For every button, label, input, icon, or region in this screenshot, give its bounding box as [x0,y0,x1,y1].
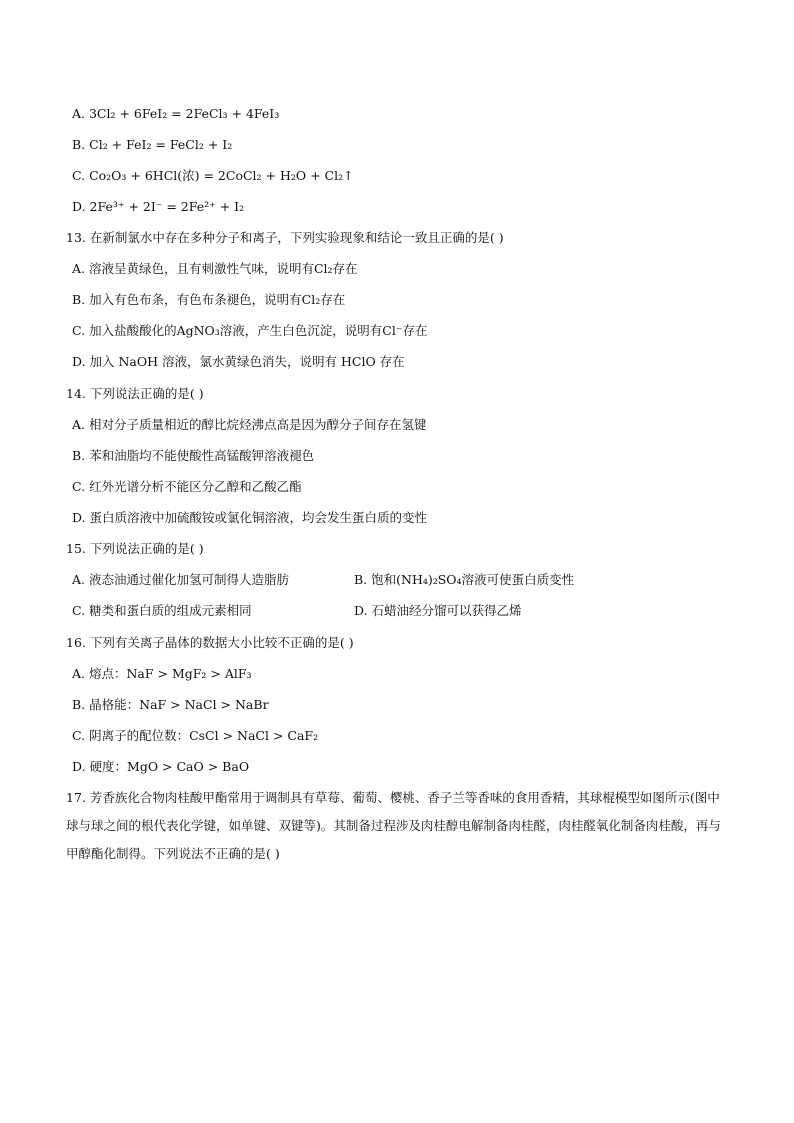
question-16-option-a: A. 熔点：NaF > MgF₂ > AlF₃ [72,666,252,681]
question-15-option-a: A. 液态油通过催化加氢可制得人造脂肪 [72,572,289,587]
question-17-stem: 17. 芳香族化合物肉桂酸甲酯常用于调制具有草莓、葡萄、樱桃、香子兰等香味的食用香精，其球棍模型如图所示(图中球与球之间的根代表化学键，如单键、双键等)。其制备过程涉及肉桂醇电解制备肉桂醛，肉桂醛氧化制备肉桂酸，再与甲醇酯化制得。下列说法不正确的是( ) [66,790,721,861]
question-15-stem: 15. 下列说法正确的是( ) [66,541,204,556]
question-13-option-a: A. 溶液呈黄绿色，且有刺激性气味，说明有Cl₂存在 [72,261,358,276]
question-14-stem: 14. 下列说法正确的是( ) [66,386,204,401]
question-13-option-d: D. 加入 NaOH 溶液，氯水黄绿色消失，说明有 HClO 存在 [72,354,405,369]
question-14-option-d: D. 蛋白质溶液中加硫酸铵或氯化铜溶液，均会发生蛋白质的变性 [72,510,428,525]
question-15-option-c: C. 糖类和蛋白质的组成元素相同 [72,603,252,618]
question-13-stem: 13. 在新制氯水中存在多种分子和离子，下列实验现象和结论一致且正确的是( ) [66,230,504,245]
option-b-prev: B. Cl₂ + FeI₂ = FeCl₂ + I₂ [72,137,233,152]
question-14-option-b: B. 苯和油脂均不能使酸性高锰酸钾溶液褪色 [72,448,315,463]
question-16-stem: 16. 下列有关离子晶体的数据大小比较不正确的是( ) [66,635,354,650]
question-15-option-b: B. 饱和(NH₄)₂SO₄溶液可使蛋白质变性 [354,572,575,587]
question-16-option-d: D. 硬度：MgO > CaO > BaO [72,759,250,774]
question-16-option-b: B. 晶格能：NaF > NaCl > NaBr [72,697,269,712]
question-15-option-d: D. 石蜡油经分馏可以获得乙烯 [354,603,522,618]
question-13-option-c: C. 加入盐酸酸化的AgNO₃溶液，产生白色沉淀，说明有Cl⁻存在 [72,323,428,338]
question-14-option-a: A. 相对分子质量相近的醇比烷烃沸点高是因为醇分子间存在氢键 [72,417,427,432]
option-c-prev: C. Co₂O₃ + 6HCl(浓) = 2CoCl₂ + H₂O + Cl₂↑ [72,168,354,183]
option-d-prev: D. 2Fe³⁺ + 2I⁻ = 2Fe²⁺ + I₂ [72,199,245,214]
question-14-option-c: C. 红外光谱分析不能区分乙醇和乙酸乙酯 [72,479,302,494]
option-a-prev: A. 3Cl₂ + 6FeI₂ = 2FeCl₃ + 4FeI₃ [72,106,280,121]
question-16-option-c: C. 阴离子的配位数：CsCl > NaCl > CaF₂ [72,728,319,743]
question-13-option-b: B. 加入有色布条，有色布条褪色，说明有Cl₂存在 [72,292,346,307]
